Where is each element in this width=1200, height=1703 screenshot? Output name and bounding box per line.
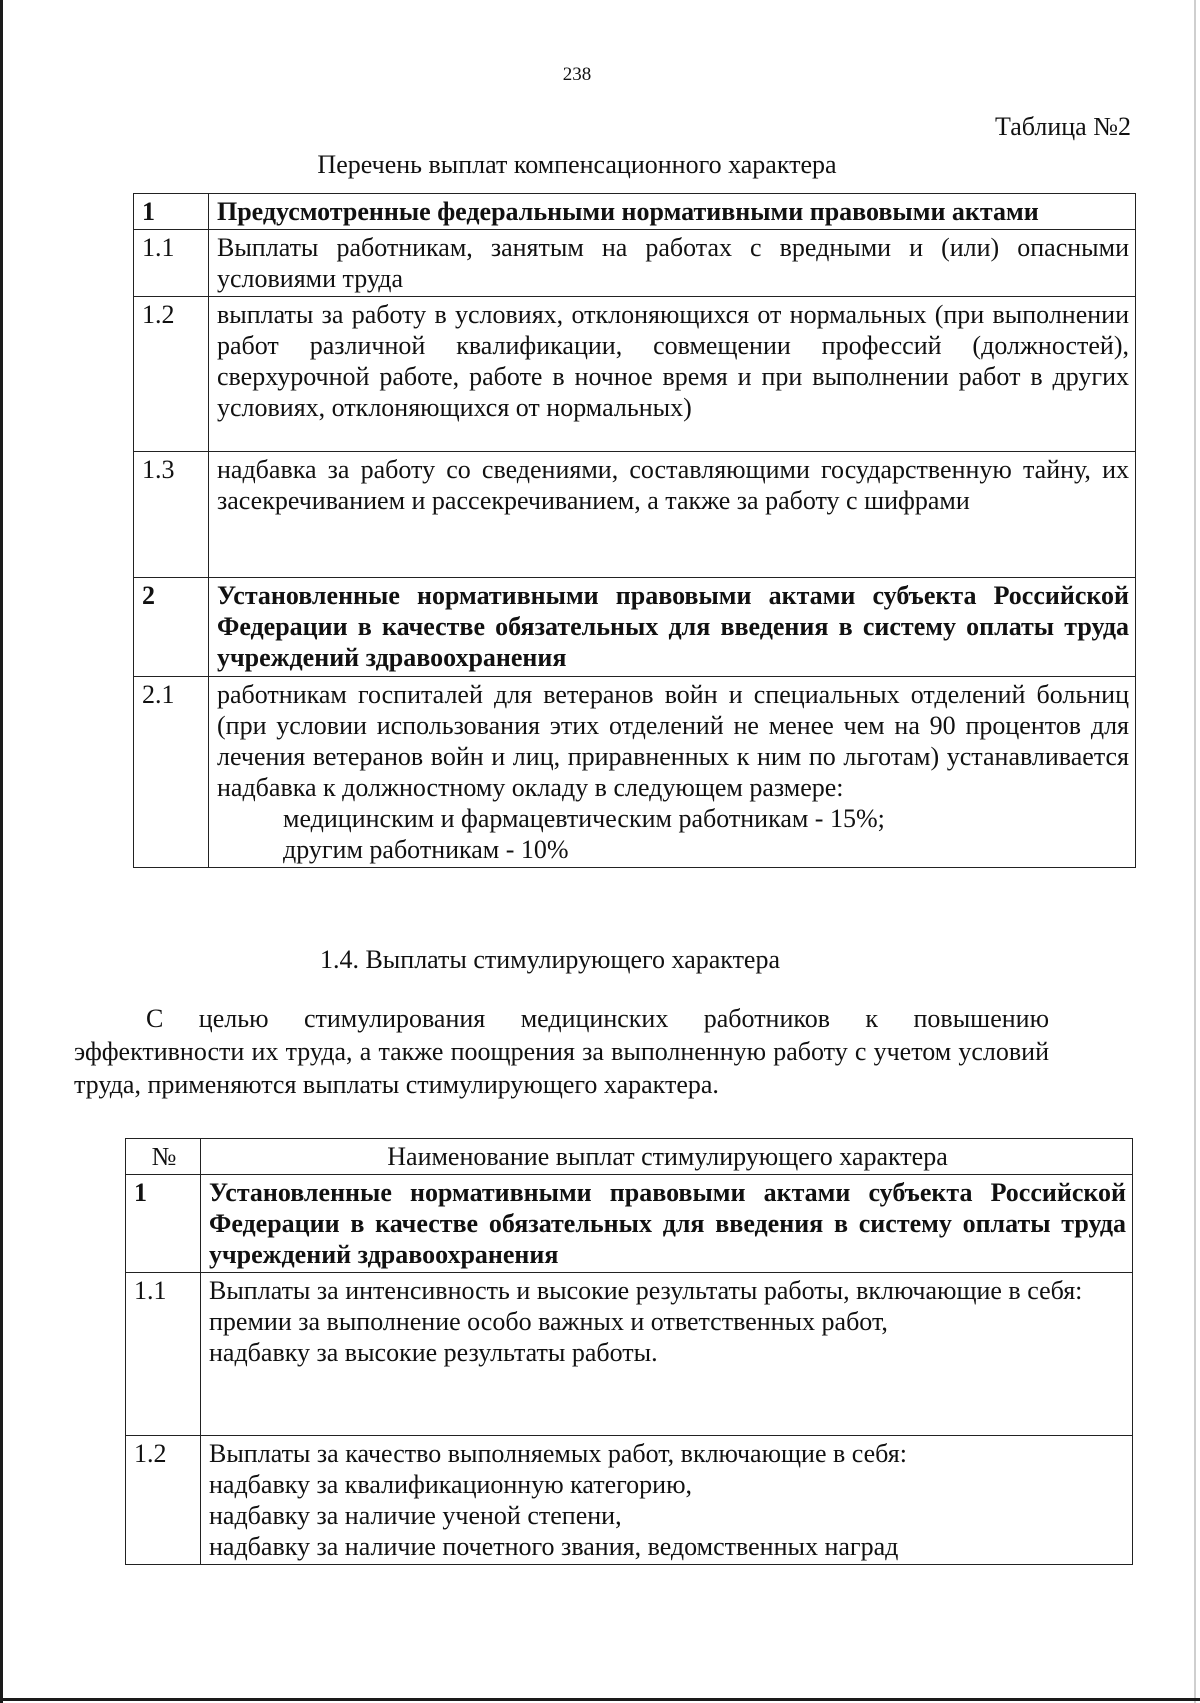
row-line: надбавку за наличие ученой степени, [209,1501,622,1530]
row-line: надбавку за квалификационную категорию, [209,1470,693,1499]
row-content [201,1436,1133,1565]
table-row [134,452,1136,578]
table-header-row [126,1139,1133,1175]
row-text: работникам госпиталей для ветеранов войн и специальных отделений больниц (при условии использования этих отделений не менее чем на 90 процентов для лечения ветеранов войн и лиц, приравненных к ним по льготам) устанавливается надбавка к должностному окладу в следующем размере: [217,680,1129,802]
row-content [209,677,1136,868]
row-number: 1.2 [134,297,209,452]
row-text: выплаты за работу в условиях, отклоняющихся от нормальных (при выполнении работ различной квалификации, совмещении профессий (должностей), сверхурочной работе, работе в ночное время и при выполнении работ в других условиях, отклоняющихся от нормальных) [209,297,1136,452]
table-row [126,1436,1133,1565]
row-text: надбавка за работу со сведениями, составляющими государственную тайну, их засекречиванием и рассекречиванием, а также за работу с шифрами [209,452,1136,578]
header-name: Наименование выплат стимулирующего характера [201,1139,1133,1175]
row-text: Предусмотренные федеральными нормативными правовыми актами [209,194,1136,230]
row-line: другим работникам - 10% [283,835,569,864]
row-number: 1.1 [134,230,209,297]
row-number: 1 [134,194,209,230]
row-text: Выплаты за интенсивность и высокие результаты работы, включающие в себя: [209,1276,1083,1305]
section-title: 1.4. Выплаты стимулирующего характера [319,945,781,974]
table-row [134,297,1136,452]
table-row [134,578,1136,677]
row-number: 1.1 [126,1273,201,1436]
row-text: Установленные нормативными правовыми актами субъекта Российской Федерации в качестве обязательных для введения в систему оплаты труда учреждений здравоохранения [209,578,1136,677]
section-paragraph: С целью стимулирования медицинских работников к повышению эффективности их труда, а также поощрения за выполненную работу с учетом условий труда, применяются выплаты стимулирующего характера. [74,1004,1049,1099]
row-text: Установленные нормативными правовыми актами субъекта Российской Федерации в качестве обязательных для введения в систему оплаты труда учреждений здравоохранения [201,1175,1133,1273]
compensation-payments-table [133,193,1136,868]
table-row [134,677,1136,868]
row-content [201,1273,1133,1436]
row-line: надбавку за высокие результаты работы. [209,1338,658,1367]
incentive-payments-table [125,1138,1133,1565]
table-row [126,1175,1133,1273]
scan-edge-right [1194,0,1196,1703]
table-label: Таблица №2 [995,112,1132,141]
header-number: № [126,1139,201,1175]
row-line: надбавку за наличие почетного звания, ведомственных наград [209,1532,899,1561]
scan-edge-left [0,0,3,1703]
page-number: 238 [562,64,592,85]
table-row [134,194,1136,230]
table1-title: Перечень выплат компенсационного характера [317,150,837,179]
table-row [134,230,1136,297]
row-number: 1.3 [134,452,209,578]
table-row [126,1273,1133,1436]
row-text: Выплаты за качество выполняемых работ, включающие в себя: [209,1439,907,1468]
row-line: медицинским и фармацевтическим работникам - 15%; [283,804,885,833]
row-number: 2.1 [134,677,209,868]
row-number: 1.2 [126,1436,201,1565]
row-number: 1 [126,1175,201,1273]
row-number: 2 [134,578,209,677]
row-line: премии за выполнение особо важных и ответственных работ, [209,1307,888,1336]
scan-edge-bottom [0,1698,1200,1701]
row-text: Выплаты работникам, занятым на работах с вредными и (или) опасными условиями труда [209,230,1136,297]
